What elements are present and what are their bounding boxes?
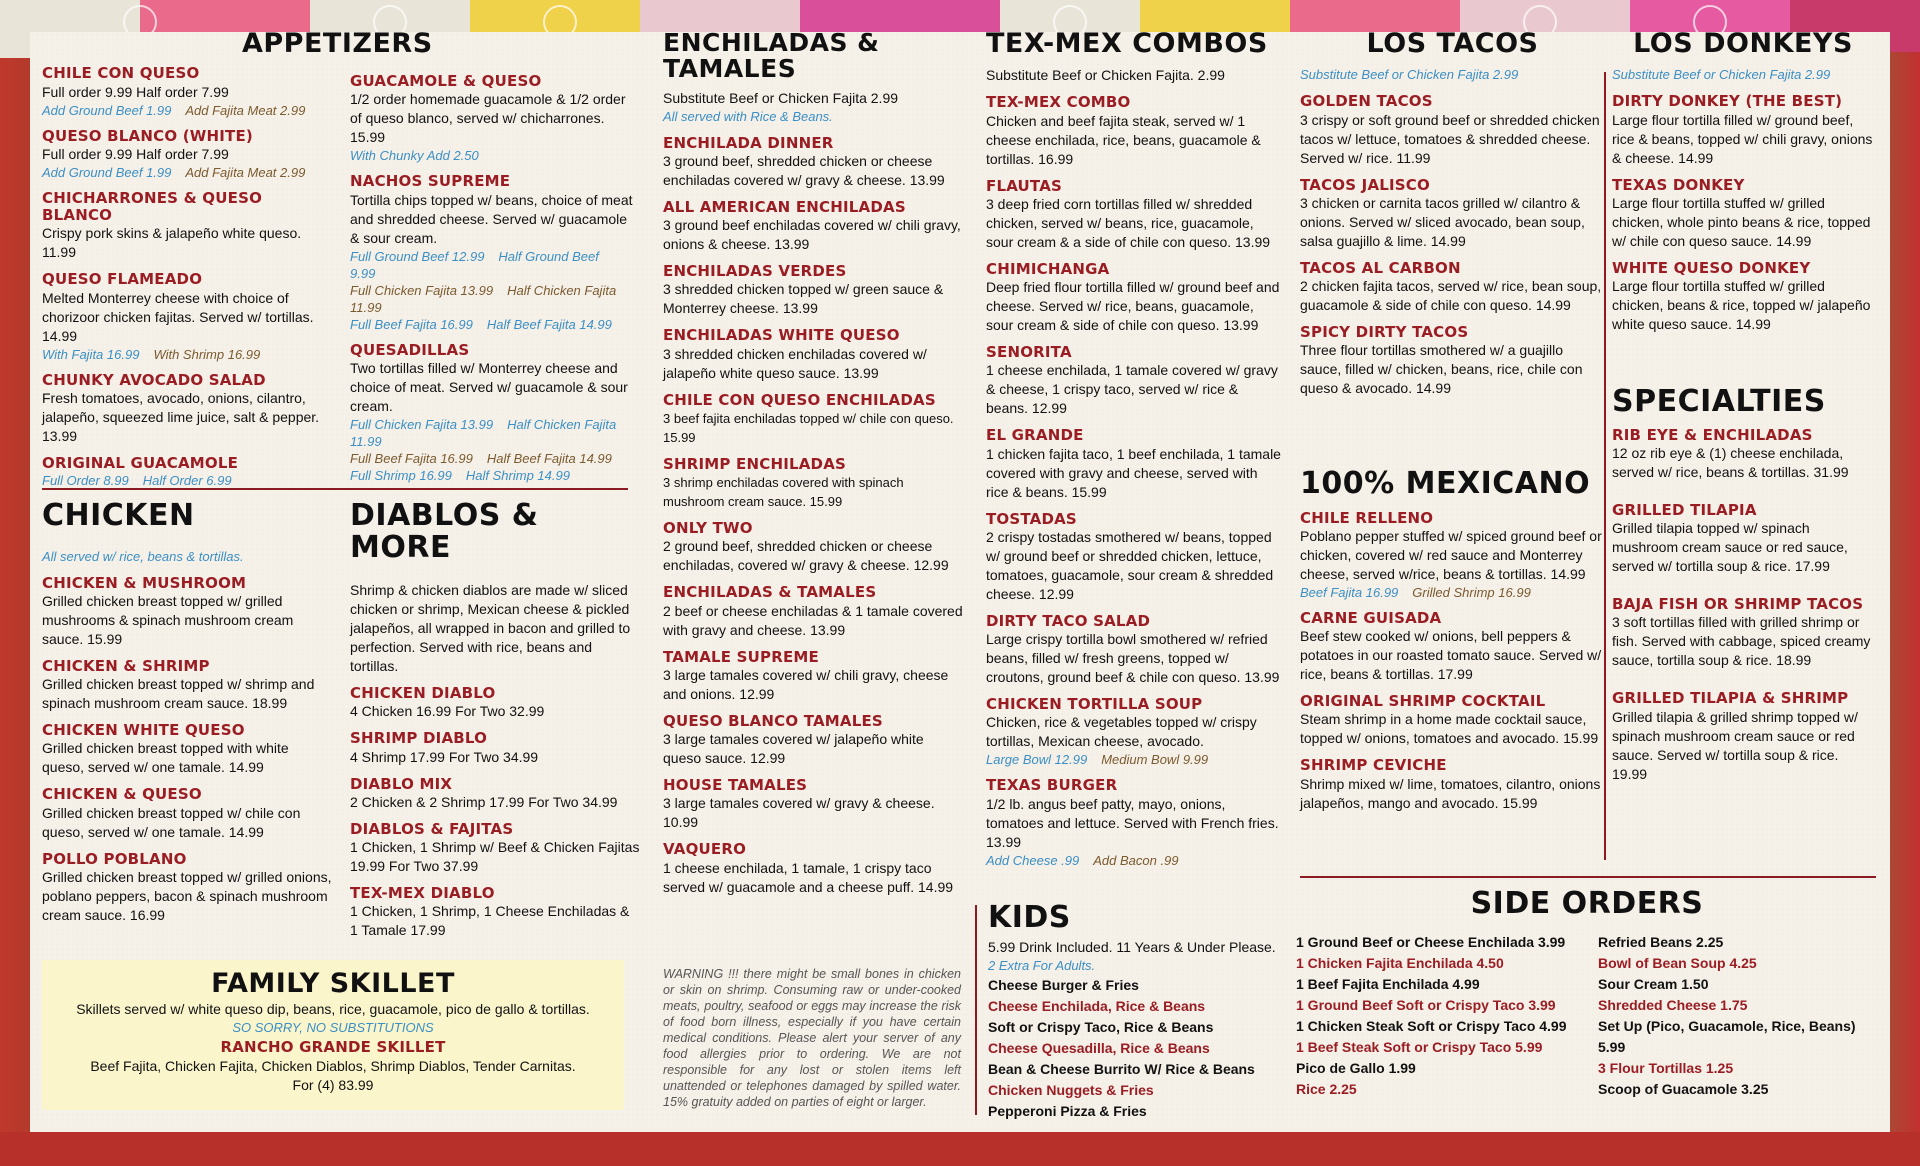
menu-item-desc: 2 ground beef, shredded chicken or cheese enchiladas, covered w/ gravy & cheese. 12.99 xyxy=(663,538,949,574)
menu-item xyxy=(1612,502,1874,576)
menu-item-options xyxy=(986,751,1281,768)
list-item: Bowl of Bean Soup 4.25 xyxy=(1598,954,1757,971)
menu-item xyxy=(986,511,1281,604)
menu-item-options xyxy=(350,450,635,467)
menu-item xyxy=(42,455,332,489)
menu-item xyxy=(350,776,640,812)
menu-item xyxy=(986,613,1281,687)
option-text: Add Ground Beef 1.99 xyxy=(42,102,172,118)
menu-item-options xyxy=(42,164,332,181)
option-text: Full Beef Fajita 16.99 xyxy=(350,316,473,332)
skillet-note: SO SORRY, NO SUBSTITUTIONS xyxy=(232,1020,434,1036)
menu-item-desc: 4 Shrimp 17.99 For Two 34.99 xyxy=(350,748,539,765)
menu-item-desc: Fresh tomatoes, avocado, onions, cilantro, jalapeño, squeezed lime juice, salt & pepper. 13.99 xyxy=(42,389,320,444)
list-item: Refried Beans 2.25 xyxy=(1598,933,1724,950)
menu-item-name: GOLDEN TACOS xyxy=(1300,92,1433,111)
mexicano-column xyxy=(1300,468,1605,813)
specialties-column xyxy=(1612,386,1874,784)
donkeys-list xyxy=(1612,93,1874,334)
menu-item-name: ONLY TWO xyxy=(663,519,753,537)
texmex-title: TEX-MEX COMBOS xyxy=(986,28,1268,59)
chicken-title: CHICKEN xyxy=(42,498,195,533)
menu-item-name: WHITE QUESO DONKEY xyxy=(1612,258,1811,277)
menu-item-name: GUACAMOLE & QUESO xyxy=(350,72,542,90)
menu-item-name: TACOS AL CARBON xyxy=(1300,258,1461,277)
menu-item-name: CHIMICHANGA xyxy=(986,259,1110,278)
menu-item-desc: Poblano pepper stuffed w/ spiced ground beef or chicken, covered w/ red sauce and Monterrey cheese, served w/rice, beans & tortillas. 14.99 xyxy=(1300,527,1602,582)
menu-item-name: TEXAS DONKEY xyxy=(1612,175,1745,194)
menu-item-name: EL GRANDE xyxy=(986,426,1084,445)
list-item: Cheese Burger & Fries xyxy=(988,976,1139,993)
menu-item-desc: Large flour tortilla stuffed w/ grilled chicken, beans & rice, topped w/ jalapeño white queso sauce. 14.99 xyxy=(1612,278,1871,333)
menu-item-name: QUESO BLANCO (WHITE) xyxy=(42,126,253,145)
menu-item-desc: Grilled tilapia topped w/ spinach mushroom cream sauce or red sauce, served w/ tortilla soup & rice. 17.99 xyxy=(1612,520,1848,574)
menu-item xyxy=(350,173,635,332)
menu-item-name: RIB EYE & ENCHILADAS xyxy=(1612,425,1813,444)
diablos-column xyxy=(350,500,640,940)
menu-item xyxy=(986,178,1281,252)
menu-item xyxy=(42,128,332,181)
menu-item-name: QUESO FLAMEADO xyxy=(42,270,203,289)
menu-item xyxy=(1612,260,1874,334)
menu-item-options xyxy=(1300,584,1605,601)
enchiladas-title: ENCHILADAS & TAMALES xyxy=(663,28,880,84)
menu-item-desc: 3 shredded chicken topped w/ green sauce & Monterrey cheese. 13.99 xyxy=(663,281,944,317)
kids-desc: 5.99 Drink Included. 11 Years & Under Please. xyxy=(988,938,1276,955)
option-text: Half Order 6.99 xyxy=(142,473,232,489)
list-item: Sour Cream 1.50 xyxy=(1598,975,1709,992)
menu-item-name: ENCHILADAS & TAMALES xyxy=(663,583,877,602)
menu-item-desc: 3 large tamales covered w/ jalapeño white queso sauce. 12.99 xyxy=(663,731,924,766)
list-item: Cheese Quesadilla, Rice & Beans xyxy=(988,1039,1210,1056)
menu-item-desc: Large flour tortilla filled w/ ground beef, rice & beans, topped w/ chili gravy, onions & cheese. 14.99 xyxy=(1612,111,1873,166)
menu-item-name: CHILE RELLENO xyxy=(1300,508,1434,527)
menu-item xyxy=(1612,177,1874,251)
menu-item-desc: Melted Monterrey cheese with choice of chorizoor chicken fajitas. Served w/ tortillas. 14.99 xyxy=(42,289,314,344)
menu-item-desc: 2 Chicken & 2 Shrimp 17.99 For Two 34.99 xyxy=(350,793,618,810)
side-orders-section xyxy=(1296,888,1878,1100)
list-item: Bean & Cheese Burrito W/ Rice & Beans xyxy=(988,1060,1255,1077)
menu-item-desc: 3 soft tortillas filled with grilled shrimp or fish. Served with cabbage, spiced creamy sauce, tortilla soup & rice. 18.99 xyxy=(1612,614,1871,669)
skillet-title: FAMILY SKILLET xyxy=(211,968,455,999)
texmex-list xyxy=(986,94,1281,868)
option-text: Half Beef Fajita 14.99 xyxy=(486,450,612,466)
list-item: 1 Chicken Steak Soft or Crispy Taco 4.99 xyxy=(1296,1017,1567,1034)
menu-item-desc: Beef stew cooked w/ onions, bell peppers & potatoes in our roasted tomato sauce. Served w/ rice, beans & tortillas. 17.99 xyxy=(1300,628,1602,682)
menu-item-desc: Chicken and beef fajita steak, served w/ 1 cheese enchilada, rice, beans, guacamole & tortillas. 16.99 xyxy=(986,112,1261,167)
menu-item-desc: 1 chicken fajita taco, 1 beef enchilada, 1 tamale covered with gravy and cheese, served with rice & beans. 15.99 xyxy=(986,445,1281,500)
option-text: Half Chicken Fajita 11.99 xyxy=(350,282,617,315)
enchiladas-note: All served with Rice & Beans. xyxy=(663,108,833,124)
menu-item-name: TOSTADAS xyxy=(986,509,1077,528)
tacos-column xyxy=(1300,30,1605,398)
menu-item-desc: 3 shredded chicken enchiladas covered w/ jalapeño white queso sauce. 13.99 xyxy=(663,345,927,381)
menu-item-name: NACHOS SUPREME xyxy=(350,172,511,191)
option-text: Half Shrimp 14.99 xyxy=(465,467,570,483)
kids-column xyxy=(988,902,1278,1122)
menu-item-name: CHILE CON QUESO ENCHILADAS xyxy=(663,390,936,409)
menu-item xyxy=(986,427,1281,501)
option-text: Half Beef Fajita 14.99 xyxy=(486,316,612,332)
option-text: Add Fajita Meat 2.99 xyxy=(185,164,306,180)
menu-item-desc: Grilled chicken breast topped w/ grilled onions, poblano peppers, bacon & spinach mushroom cream sauce. 16.99 xyxy=(42,868,332,923)
menu-item-desc: 1/2 lb. angus beef patty, mayo, onions, tomatoes and lettuce. Served with French fries. 13.99 xyxy=(986,795,1279,850)
menu-item xyxy=(42,851,332,925)
menu-item xyxy=(986,344,1281,418)
specialties-list xyxy=(1612,427,1874,784)
menu-item-options xyxy=(350,467,635,484)
enchiladas-list xyxy=(663,135,963,897)
chicken-column xyxy=(42,500,332,925)
menu-item xyxy=(42,271,332,362)
menu-item xyxy=(1300,610,1605,684)
menu-item-name: TAMALE SUPREME xyxy=(663,647,819,666)
menu-item xyxy=(1300,324,1605,398)
menu-item-name: HOUSE TAMALES xyxy=(663,776,808,794)
menu-item xyxy=(42,190,332,263)
enchiladas-sub: Substitute Beef or Chicken Fajita 2.99 xyxy=(663,89,899,106)
menu-item-name: CHUNKY AVOCADO SALAD xyxy=(42,370,266,389)
menu-item-desc: Grilled chicken breast topped with white queso, served w/ one tamale. 14.99 xyxy=(42,740,289,776)
skillet-item-name: RANCHO GRANDE SKILLET xyxy=(220,1038,446,1057)
menu-item-desc: Full order 9.99 Half order 7.99 xyxy=(42,83,229,100)
chicken-list xyxy=(42,575,332,925)
menu-item xyxy=(42,722,332,777)
option-text: Large Bowl 12.99 xyxy=(986,752,1088,768)
menu-item-name: POLLO POBLANO xyxy=(42,849,187,868)
menu-item-desc: Shrimp mixed w/ lime, tomatoes, cilantro, onions jalapeños, mango and avocado. 15.99 xyxy=(1300,775,1601,811)
tacos-sub: Substitute Beef or Chicken Fajita 2.99 xyxy=(1300,67,1519,83)
appetizers-list-2 xyxy=(350,73,635,484)
menu-item-options xyxy=(42,102,332,119)
option-text: Full Chicken Fajita 13.99 xyxy=(350,282,494,298)
menu-item xyxy=(663,713,963,768)
menu-item-desc: 1/2 order homemade guacamole & 1/2 order of queso blanco, served w/ chicharrones. 15.99 xyxy=(350,91,626,146)
option-text: Grilled Shrimp 16.99 xyxy=(1412,584,1531,600)
menu-item-name: FLAUTAS xyxy=(986,176,1063,195)
menu-item-desc: 3 large tamales covered w/ chili gravy, cheese and onions. 12.99 xyxy=(663,666,949,702)
menu-item xyxy=(1300,260,1605,315)
mexicano-list xyxy=(1300,510,1605,813)
texmex-sub: Substitute Beef or Chicken Fajita. 2.99 xyxy=(986,67,1225,84)
kids-note: 2 Extra For Adults. xyxy=(988,957,1096,973)
menu-item xyxy=(42,372,332,446)
menu-item xyxy=(350,342,635,484)
menu-item-name: DIRTY DONKEY (THE BEST) xyxy=(1612,92,1843,111)
menu-item xyxy=(42,575,332,649)
menu-item-desc: Grilled tilapia & grilled shrimp topped w/ spinach mushroom cream sauce or red sauce. Served w/ tortilla soup & rice. 19.99 xyxy=(1612,708,1858,782)
menu-item-name: CHICKEN WHITE QUESO xyxy=(42,721,245,739)
menu-item xyxy=(42,786,332,841)
diablos-title: DIABLOS & MORE xyxy=(350,498,539,565)
menu-item-desc: 2 beef or cheese enchiladas & 1 tamale covered with gravy and cheese. 13.99 xyxy=(663,602,963,638)
menu-item xyxy=(1300,93,1605,167)
menu-item-name: ORIGINAL GUACAMOLE xyxy=(42,453,239,472)
menu-item xyxy=(663,263,963,318)
menu-item-desc: 3 chicken or carnita tacos grilled w/ cilantro & onions. Served w/ sliced avocado, bean soup, salsa guajillo & lime. 14.99 xyxy=(1300,194,1585,249)
option-text: Full Chicken Fajita 13.99 xyxy=(350,416,494,432)
option-text: Add Cheese .99 xyxy=(986,852,1080,868)
menu-item-options xyxy=(986,852,1281,869)
list-item: 3 Flour Tortillas 1.25 xyxy=(1598,1059,1734,1076)
menu-item-name: CHICKEN & MUSHROOM xyxy=(42,573,247,592)
menu-item-name: GRILLED TILAPIA xyxy=(1612,500,1757,519)
side-orders-lists xyxy=(1296,932,1878,1100)
donkeys-column xyxy=(1612,30,1874,334)
menu-item-desc: 3 ground beef, shredded chicken or cheese enchiladas covered w/ gravy & cheese. 13.99 xyxy=(663,152,945,188)
menu-item xyxy=(1300,510,1605,601)
menu-item-options xyxy=(42,346,332,363)
menu-item-name: SHRIMP ENCHILADAS xyxy=(663,454,847,473)
list-item: Pepperoni Pizza & Fries xyxy=(988,1102,1147,1119)
menu-item-desc: Tortilla chips topped w/ beans, choice of meat and shredded cheese. Served w/ guacamole & sour cream. xyxy=(350,191,633,246)
menu-item xyxy=(42,65,332,118)
divider-line xyxy=(1604,72,1606,860)
menu-item-options xyxy=(350,316,635,333)
menu-item-name: SHRIMP CEVICHE xyxy=(1300,756,1447,775)
chicken-note: All served w/ rice, beans & tortillas. xyxy=(42,548,244,564)
menu-item-desc: 1 Chicken, 1 Shrimp w/ Beef & Chicken Fajitas 19.99 For Two 37.99 xyxy=(350,839,640,874)
warning-text: WARNING !!! there might be small bones in chicken or skin on shrimp. Consuming raw or under-cooked meats, poultry, seafood or eggs may increase the risk of food born illness, especially if you have certain medical conditions. Please alert your server of any food allergies prior to ordering. We are not responsible for any lost or stolen items left unattended or telephones damaged by spilled water. 15% gratuity added on parties of eight or larger. xyxy=(663,967,961,1109)
menu-item-desc: 4 Chicken 16.99 For Two 32.99 xyxy=(350,703,545,720)
menu-item-name: CHICHARRONES & QUESO BLANCO xyxy=(42,188,263,225)
menu-item-name: VAQUERO xyxy=(663,840,747,859)
menu-item xyxy=(663,327,963,382)
menu-item xyxy=(986,261,1281,335)
menu-item-name: SENORITA xyxy=(986,343,1072,362)
menu-item-name: TACOS JALISCO xyxy=(1300,175,1430,194)
texmex-column xyxy=(986,30,1281,869)
menu-item-name: ORIGINAL SHRIMP COCKTAIL xyxy=(1300,692,1546,710)
menu-item xyxy=(1300,177,1605,251)
menu-item-desc: 1 cheese enchilada, 1 tamale covered w/ gravy & cheese, 1 crispy taco, served w/ rice & beans. 12.99 xyxy=(986,362,1278,417)
menu-item-desc: 3 shrimp enchiladas covered with spinach mushroom cream sauce. 15.99 xyxy=(663,475,904,509)
menu-item-options xyxy=(350,248,635,282)
menu-item xyxy=(663,649,963,704)
option-text: Half Chicken Fajita 11.99 xyxy=(350,416,617,449)
menu-item-desc: Three flour tortillas smothered w/ a guajillo sauce, filled w/ chicken, beans, rice, chile con queso & avocado. 14.99 xyxy=(1300,342,1583,397)
option-text: Add Fajita Meat 2.99 xyxy=(185,102,306,118)
menu-item-desc: 2 chicken fajita tacos, served w/ rice, bean soup, guacamole & side of chile con queso. 14.99 xyxy=(1300,278,1602,314)
menu-item xyxy=(986,777,1281,868)
menu-item-desc: Grilled chicken breast topped w/ chile con queso, served w/ one tamale. 14.99 xyxy=(42,804,301,840)
menu-item-name: ALL AMERICAN ENCHILADAS xyxy=(663,197,906,216)
menu-item xyxy=(1612,427,1874,482)
menu-item-name: CARNE GUISADA xyxy=(1300,608,1442,627)
menu-item xyxy=(1300,693,1605,748)
tacos-title: LOS TACOS xyxy=(1366,28,1539,59)
list-item: 1 Beef Steak Soft or Crispy Taco 5.99 xyxy=(1296,1038,1543,1055)
tacos-list xyxy=(1300,93,1605,398)
option-text: With Chunky Add 2.50 xyxy=(350,148,479,164)
menu-item-name: QUESADILLAS xyxy=(350,340,470,359)
specialties-title: SPECIALTIES xyxy=(1612,384,1826,419)
option-text: Add Bacon .99 xyxy=(1093,852,1179,868)
menu-item xyxy=(1300,757,1605,812)
list-item: Rice 2.25 xyxy=(1296,1080,1357,1097)
menu-item-desc: 2 crispy tostadas smothered w/ beans, topped w/ ground beef or shredded chicken, lettuce, tomatoes, guacamole, sour cream & shredded cheese. 12.99 xyxy=(986,528,1274,602)
menu-item-options xyxy=(42,472,332,489)
menu-item-desc: 12 oz rib eye & (1) cheese enchilada, served w/ rice, beans & tortillas. 31.99 xyxy=(1612,444,1849,480)
menu-item xyxy=(663,199,963,254)
menu-item-desc: Two tortillas filled w/ Monterrey cheese and choice of meat. Served w/ guacamole & sour cream. xyxy=(350,359,628,414)
menu-item-desc: 3 crispy or soft ground beef or shredded chicken tacos w/ lettuce, tomatoes & shredded cheese. Served w/ rice. 11.99 xyxy=(1300,111,1600,166)
menu-item-name: QUESO BLANCO TAMALES xyxy=(663,711,883,730)
option-text: With Fajita 16.99 xyxy=(42,346,140,362)
menu-item xyxy=(350,730,640,766)
menu-item xyxy=(42,658,332,713)
menu-item xyxy=(1612,596,1874,670)
menu-item xyxy=(986,94,1281,168)
menu-item-name: ENCHILADAS VERDES xyxy=(663,262,847,280)
menu-item-options xyxy=(350,416,635,450)
menu-item-desc: 1 cheese enchilada, 1 tamale, 1 crispy taco served w/ guacamole and a cheese puff. 14.99 xyxy=(663,859,954,895)
menu-item-desc: 1 Chicken, 1 Shrimp, 1 Cheese Enchiladas & 1 Tamale 17.99 xyxy=(350,903,630,939)
menu-item-desc: Grilled chicken breast topped w/ grilled mushrooms & spinach mushroom cream sauce. 15.99 xyxy=(42,592,294,647)
menu-item xyxy=(663,520,963,575)
menu-item-name: ENCHILADAS WHITE QUESO xyxy=(663,326,900,345)
family-skillet-box xyxy=(42,960,624,1110)
list-item: 1 Ground Beef or Cheese Enchilada 3.99 xyxy=(1296,933,1566,950)
divider-line xyxy=(975,905,977,1115)
menu-item-desc: 3 ground beef enchiladas covered w/ chili gravy, onions & cheese. 13.99 xyxy=(663,217,961,252)
menu-item xyxy=(986,696,1281,768)
enchiladas-column xyxy=(663,30,963,897)
menu-item-options xyxy=(350,282,635,316)
menu-item-name: TEX-MEX DIABLO xyxy=(350,884,495,902)
menu-item-desc: Large crispy tortilla bowl smothered w/ refried beans, filled w/ fresh greens, topped w/ croutons, ground beef & chile con queso. 13.99 xyxy=(986,631,1280,686)
menu-item-name: CHICKEN & QUESO xyxy=(42,785,202,804)
list-item: 1 Beef Fajita Enchilada 4.99 xyxy=(1296,975,1480,992)
list-item: Chicken Nuggets & Fries xyxy=(988,1081,1154,1098)
menu-item-desc: Chicken, rice & vegetables topped w/ crispy tortillas, Mexican cheese, avocado. xyxy=(986,714,1257,750)
menu-item xyxy=(663,584,963,639)
menu-item xyxy=(1612,93,1874,167)
menu-item-name: DIABLOS & FAJITAS xyxy=(350,819,514,838)
skillet-item-desc: Beef Fajita, Chicken Fajita, Chicken Diablos, Shrimp Diablos, Tender Carnitas. xyxy=(90,1057,576,1074)
donkeys-title: LOS DONKEYS xyxy=(1633,28,1853,59)
divider-line xyxy=(1300,876,1876,878)
appetizers-list xyxy=(42,65,332,489)
option-text: Full Beef Fajita 16.99 xyxy=(350,450,473,466)
menu-item-desc: 3 beef fajita enchiladas topped w/ chile con queso. 15.99 xyxy=(663,410,954,445)
kids-title: KIDS xyxy=(988,900,1071,935)
menu-item xyxy=(663,456,963,511)
appetizers-title: APPETIZERS xyxy=(242,28,433,59)
menu-item-name: DIABLO MIX xyxy=(350,774,453,793)
menu-item-desc: Grilled chicken breast topped w/ shrimp and spinach mushroom cream sauce. 18.99 xyxy=(42,676,315,711)
bottom-border xyxy=(0,1132,1920,1166)
menu-item-name: CHICKEN & SHRIMP xyxy=(42,656,210,675)
list-item: 1 Ground Beef Soft or Crispy Taco 3.99 xyxy=(1296,996,1556,1013)
menu-item xyxy=(350,885,640,940)
mexicano-title: 100% MEXICANO xyxy=(1300,466,1591,501)
menu-item-desc: 3 deep fried corn tortillas filled w/ shredded chicken, served w/ beans, rice, guacamole, sour cream & a side of chile con queso. 13.99 xyxy=(986,195,1271,250)
option-text: Full Order 8.99 xyxy=(42,473,129,489)
menu-item-name: CHICKEN TORTILLA SOUP xyxy=(986,695,1203,714)
menu-item-name: BAJA FISH OR SHRIMP TACOS xyxy=(1612,595,1864,613)
menu-item xyxy=(350,821,640,876)
donkeys-sub: Substitute Beef or Chicken Fajita 2.99 xyxy=(1612,67,1831,83)
menu-item-name: TEXAS BURGER xyxy=(986,776,1118,795)
list-item: Pico de Gallo 1.99 xyxy=(1296,1059,1416,1076)
diablos-list xyxy=(350,685,640,940)
menu-item-desc: Crispy pork skins & jalapeño white queso. 11.99 xyxy=(42,225,302,261)
list-item: Scoop of Guacamole 3.25 xyxy=(1598,1080,1769,1097)
menu-item-name: TEX-MEX COMBO xyxy=(986,93,1131,112)
menu-item-name: CHICKEN DIABLO xyxy=(350,684,496,702)
list-item: Soft or Crispy Taco, Rice & Beans xyxy=(988,1018,1214,1035)
side-orders-title: SIDE ORDERS xyxy=(1470,886,1704,921)
side-orders-left xyxy=(1296,932,1598,1100)
menu-item xyxy=(663,841,963,896)
option-text: Full Shrimp 16.99 xyxy=(350,467,452,483)
menu-item xyxy=(350,73,635,164)
kids-list xyxy=(988,975,1278,1122)
menu-item-desc: Steam shrimp in a home made cocktail sauce, topped w/ onions, tomatoes and avocado. 15.99 xyxy=(1300,711,1599,747)
menu-item-name: GRILLED TILAPIA & SHRIMP xyxy=(1612,689,1849,708)
option-text: Half Ground Beef 9.99 xyxy=(350,248,599,281)
option-text: Full Ground Beef 12.99 xyxy=(350,248,485,264)
menu-item-name: ENCHILADA DINNER xyxy=(663,133,834,152)
menu-item-name: CHILE CON QUESO xyxy=(42,64,200,83)
option-text: Beef Fajita 16.99 xyxy=(1300,584,1399,600)
menu-item-name: SPICY DIRTY TACOS xyxy=(1300,323,1469,342)
menu-item-desc: 3 large tamales covered w/ gravy & cheese. 10.99 xyxy=(663,795,935,831)
list-item: 1 Chicken Fajita Enchilada 4.50 xyxy=(1296,954,1504,971)
menu-item xyxy=(663,777,963,832)
menu-item xyxy=(663,392,963,447)
skillet-item-price: For (4) 83.99 xyxy=(292,1076,374,1093)
menu-item xyxy=(1612,690,1874,783)
appetizers-column-2 xyxy=(350,64,635,484)
divider-line xyxy=(42,488,628,490)
menu-item-desc: Deep fried flour tortilla filled w/ ground beef and cheese. Served w/ rice, beans, guacamole, sour cream & side of chile con queso. 13.99 xyxy=(986,279,1280,334)
list-item: Cheese Enchilada, Rice & Beans xyxy=(988,997,1206,1014)
skillet-desc: Skillets served w/ white queso dip, beans, rice, guacamole, pico de gallo & tortillas. xyxy=(76,1001,590,1018)
diablos-intro: Shrimp & chicken diablos are made w/ sliced chicken or shrimp, Mexican cheese & pickled jalapeños, all wrapped in bacon and grilled to perfection. Served with rice, beans and tortillas. xyxy=(350,582,631,674)
option-text: With Shrimp 16.99 xyxy=(153,346,261,362)
list-item: Set Up (Pico, Guacamole, Rice, Beans) 5.99 xyxy=(1598,1017,1856,1055)
list-item: Shredded Cheese 1.75 xyxy=(1598,996,1748,1013)
option-text: Medium Bowl 9.99 xyxy=(1101,752,1209,768)
option-text: Add Ground Beef 1.99 xyxy=(42,164,172,180)
menu-item-name: SHRIMP DIABLO xyxy=(350,729,488,748)
menu-item-name: DIRTY TACO SALAD xyxy=(986,611,1151,630)
side-orders-right xyxy=(1598,932,1878,1100)
menu-item-options xyxy=(350,147,635,164)
menu-item xyxy=(350,685,640,721)
menu-item-desc: Full order 9.99 Half order 7.99 xyxy=(42,145,229,162)
menu-item xyxy=(663,135,963,190)
menu-item-desc: Large flour tortilla stuffed w/ grilled chicken, whole pinto beans & rice, topped w/ chile con queso sauce. 14.99 xyxy=(1612,194,1871,249)
